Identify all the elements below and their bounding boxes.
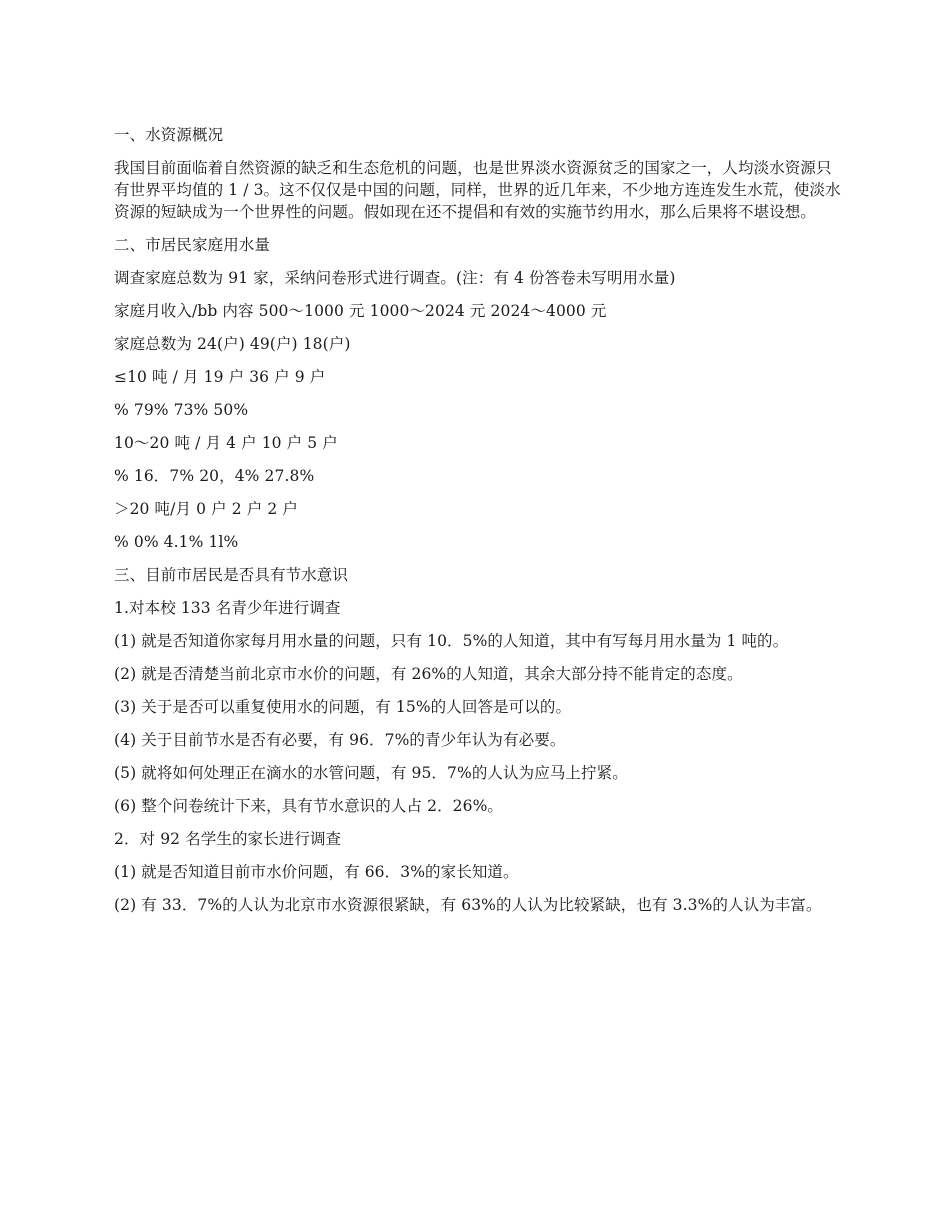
section-heading-household-usage: 二、市居民家庭用水量 [114,236,271,254]
table-line-income: 家庭月收入/bb 内容 500～1000 元 1000～2024 元 2024～4000 元 [114,302,607,320]
table-line-10-20: 10～20 吨 / 月 4 户 10 户 5 户 [114,434,338,452]
table-line-over-20: ＞20 吨/月 0 户 2 户 2 户 [114,500,298,518]
list-item-parent-1: (1) 就是否知道目前市水价问题，有 66．3%的家长知道。 [114,863,519,881]
table-line-10-20-percent: % 16．7% 20，4% 27.8% [114,467,315,485]
list-item-youth-2: (2) 就是否清楚当前北京市水价的问题，有 26%的人知道，其余大部分持不能肯定的态度。 [114,665,743,683]
section-heading-awareness: 三、目前市居民是否具有节水意识 [114,566,349,584]
subheading-parent-survey: 2．对 92 名学生的家长进行调查 [114,830,342,848]
section-heading-water-resources: 一、水资源概况 [114,126,224,144]
list-item-parent-2: (2) 有 33．7%的人认为北京市水资源很紧缺，有 63%的人认为比较紧缺，也有 3.3%的人认为丰富。 [114,896,822,914]
list-item-youth-5: (5) 就将如何处理正在滴水的水管问题，有 95．7%的人认为应马上拧紧。 [114,764,628,782]
document-page [114,124,844,927]
list-item-youth-1: (1) 就是否知道你家每月用水量的问题，只有 10．5%的人知道，其中有写每月用水量为 1 吨的。 [114,632,789,650]
list-item-youth-3: (3) 关于是否可以重复使用水的问题，有 15%的人回答是可以的。 [114,698,572,716]
list-item-youth-4: (4) 关于目前节水是否有必要，有 96．7%的青少年认为有必要。 [114,731,566,749]
table-line-household-count: 家庭总数为 24(户) 49(户) 18(户) [114,335,351,353]
paragraph-water-overview: 我国目前面临着自然资源的缺乏和生态危机的问题，也是世界淡水资源贫乏的国家之一，人均淡水资源只有世界平均值的 1 / 3。这不仅仅是中国的问题，同样，世界的近几年来，不少地方连连发生水荒，使淡水资源的短缺成为一个世界性的问题。假如现在还不提倡和有效的实施节约用水，那么后果将不堪设想。 [114,159,841,221]
table-line-under-10: ≤10 吨 / 月 19 户 36 户 9 户 [114,368,326,386]
table-line-over-20-percent: % 0% 4.1% 1l% [114,533,239,551]
list-item-youth-6: (6) 整个问卷统计下来，具有节水意识的人占 2．26%。 [114,797,504,815]
subheading-youth-survey: 1.对本校 133 名青少年进行调查 [114,599,341,617]
table-line-under-10-percent: % 79% 73% 50% [114,401,249,419]
paragraph-survey-intro: 调查家庭总数为 91 家，采纳问卷形式进行调查。(注：有 4 份答卷未写明用水量) [114,269,676,287]
